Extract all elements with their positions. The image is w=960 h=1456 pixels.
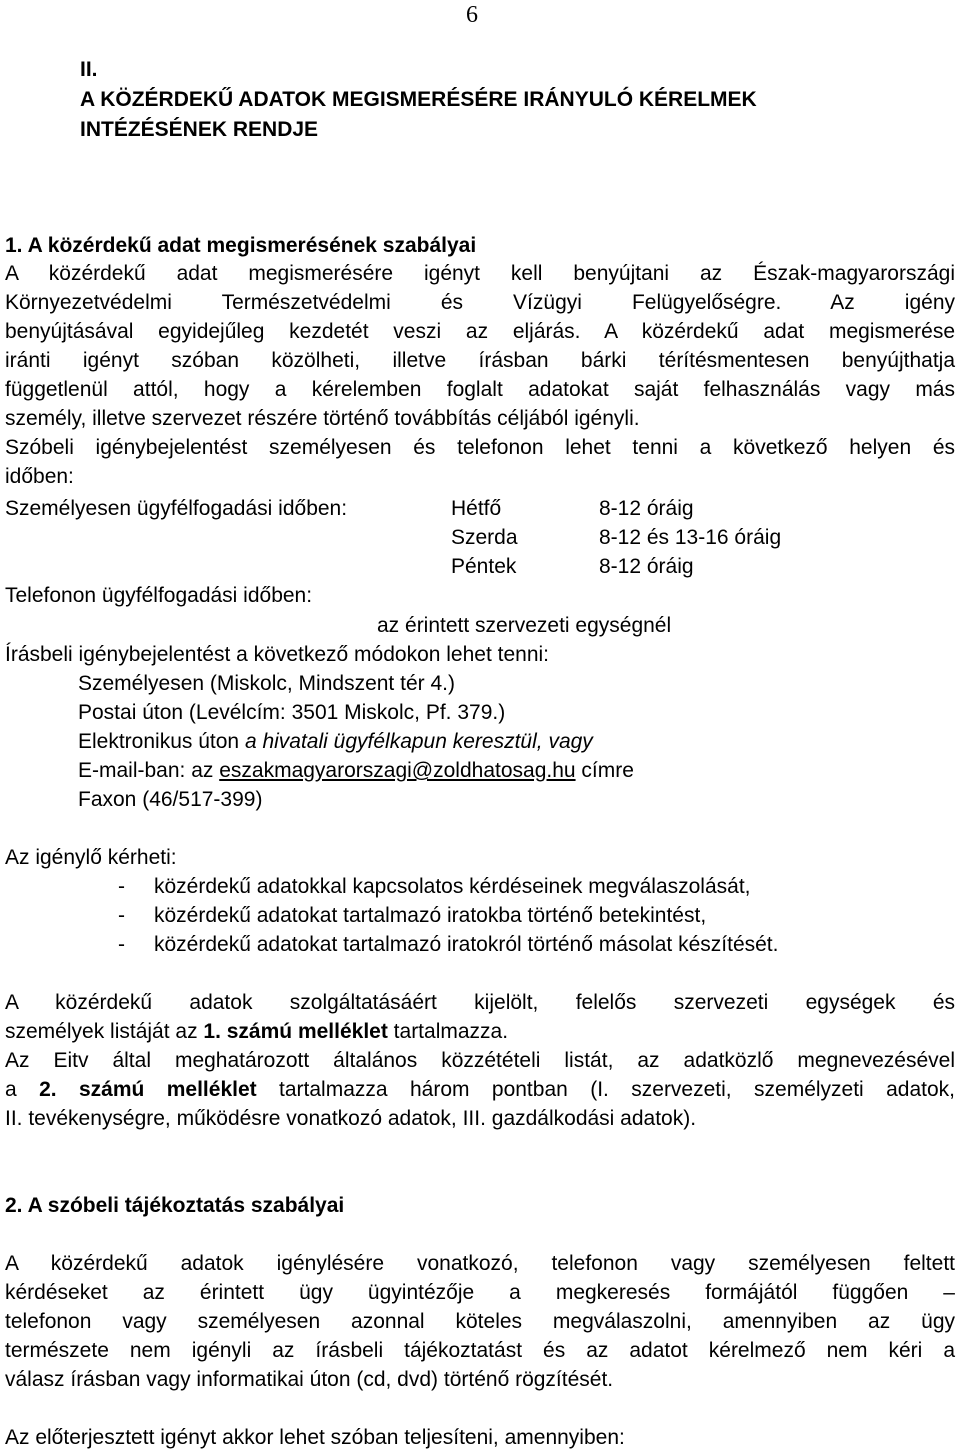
request-item: közérdekű adatokat tartalmazó iratokba történő betekintést,	[154, 904, 707, 927]
section2-line: A közérdekű adatok igénylésére vonatkozó, telefonon vagy személyesen feltett	[5, 1252, 955, 1275]
schedule-day: Péntek	[451, 555, 517, 578]
annex1-line	[5, 1018, 508, 1046]
annex1-line: A közérdekű adatok szolgáltatásáért kijelölt, felelős szervezeti egységek és	[5, 991, 955, 1014]
heading-line-2: INTÉZÉSÉNEK RENDJE	[80, 118, 319, 141]
electronic-label: Elektronikus úton	[78, 730, 245, 753]
annex1-text: személyek listáját az	[5, 1020, 204, 1043]
written-method-personal: Személyesen (Miskolc, Mindszent tér 4.)	[78, 672, 455, 695]
written-method-email	[78, 757, 634, 785]
schedule-hours: 8-12 óráig	[599, 497, 694, 520]
request-dash: -	[118, 875, 125, 898]
schedule-day: Hétfő	[451, 497, 502, 520]
request-dash: -	[118, 933, 125, 956]
request-item: közérdekű adatokat tartalmazó iratokról történő másolat készítését.	[154, 933, 779, 956]
para1-line: A közérdekű adat megismerésére igényt kell benyújtani az Észak-magyarországi	[5, 262, 955, 285]
annex2-line	[5, 1076, 955, 1104]
para1-line: iránti igényt szóban közölheti, illetve írásban bárki térítésmentesen benyújthatja	[5, 349, 955, 372]
written-method-electronic	[78, 728, 593, 756]
phone-hours-value: az érintett szervezeti egységnél	[377, 614, 672, 637]
para1-line: személy, illetve szervezet részére történő továbbítás céljából igényli.	[5, 407, 640, 430]
annex2-line: II. tevékenységre, működésre vonatkozó adatok, III. gazdálkodási adatok).	[5, 1107, 697, 1130]
requester-label: Az igénylő kérheti:	[5, 846, 177, 869]
para1-line: Környezetvédelmi Természetvédelmi és Vízügyi Felügyelőségre. Az igény	[5, 291, 955, 314]
written-method-fax: Faxon (46/517-399)	[78, 788, 263, 811]
para2-line: időben:	[5, 465, 74, 488]
section2-line: telefonon vagy személyesen azonnal köteles megválaszolni, amennyiben az ügy	[5, 1310, 955, 1333]
schedule-day: Szerda	[451, 526, 518, 549]
written-request-label: Írásbeli igénybejelentést a következő módokon lehet tenni:	[5, 643, 550, 666]
section2-last-line: Az előterjesztett igényt akkor lehet szóban teljesíteni, amennyiben:	[5, 1426, 625, 1449]
page-number: 6	[466, 2, 478, 28]
schedule-hours: 8-12 és 13-16 óráig	[599, 526, 782, 549]
section2-line: természete nem igényli az írásbeli tájékoztatást és az adatot kérelmező nem kéri a	[5, 1339, 955, 1362]
para2-line: Szóbeli igénybejelentést személyesen és telefonon lehet tenni a következő helyen és	[5, 436, 955, 459]
written-method-postal: Postai úton (Levélcím: 3501 Miskolc, Pf. 379.)	[78, 701, 506, 724]
annex2-text: a	[5, 1078, 40, 1101]
email-link[interactable]: eszakmagyarorszagi@zoldhatosag.hu	[219, 759, 576, 782]
schedule-hours: 8-12 óráig	[599, 555, 694, 578]
email-label: E-mail-ban: az	[78, 759, 220, 782]
para1-line: függetlenül attól, hogy a kérelemben foglalt adatokat saját felhasználás vagy más	[5, 378, 955, 401]
personal-hours-label: Személyesen ügyfélfogadási időben:	[5, 497, 348, 520]
annex2-ref: 2. számú melléklet	[39, 1078, 257, 1101]
annex2-line: Az Eitv által meghatározott általános közzétételi listát, az adatközlő megnevezésével	[5, 1049, 955, 1072]
para1-line: benyújtásával egyidejűleg kezdetét veszi az eljárás. A közérdekű adat megismerése	[5, 320, 955, 343]
request-dash: -	[118, 904, 125, 927]
heading-roman: II.	[80, 58, 98, 81]
request-item: közérdekű adatokkal kapcsolatos kérdéseinek megválaszolását,	[154, 875, 751, 898]
email-suffix: címre	[575, 759, 634, 782]
section1-title: 1. A közérdekű adat megismerésének szabályai	[5, 234, 477, 257]
section2-title: 2. A szóbeli tájékoztatás szabályai	[5, 1194, 345, 1217]
section2-line: válasz írásban vagy informatikai úton (cd, dvd) történő rögzítését.	[5, 1368, 614, 1391]
annex1-text: tartalmazza.	[387, 1020, 509, 1043]
section2-line: kérdéseket az érintett ügy ügyintézője a megkeresés formájától függően –	[5, 1281, 955, 1304]
annex1-ref: 1. számú melléklet	[203, 1020, 388, 1043]
annex2-text: tartalmazza három pontban (I. szervezeti, személyzeti adatok,	[256, 1078, 955, 1101]
heading-line-1: A KÖZÉRDEKŰ ADATOK MEGISMERÉSÉRE IRÁNYULÓ KÉRELMEK	[80, 88, 757, 111]
phone-hours-label: Telefonon ügyfélfogadási időben:	[5, 584, 313, 607]
electronic-detail: a hivatali ügyfélkapun keresztül, vagy	[244, 730, 593, 753]
